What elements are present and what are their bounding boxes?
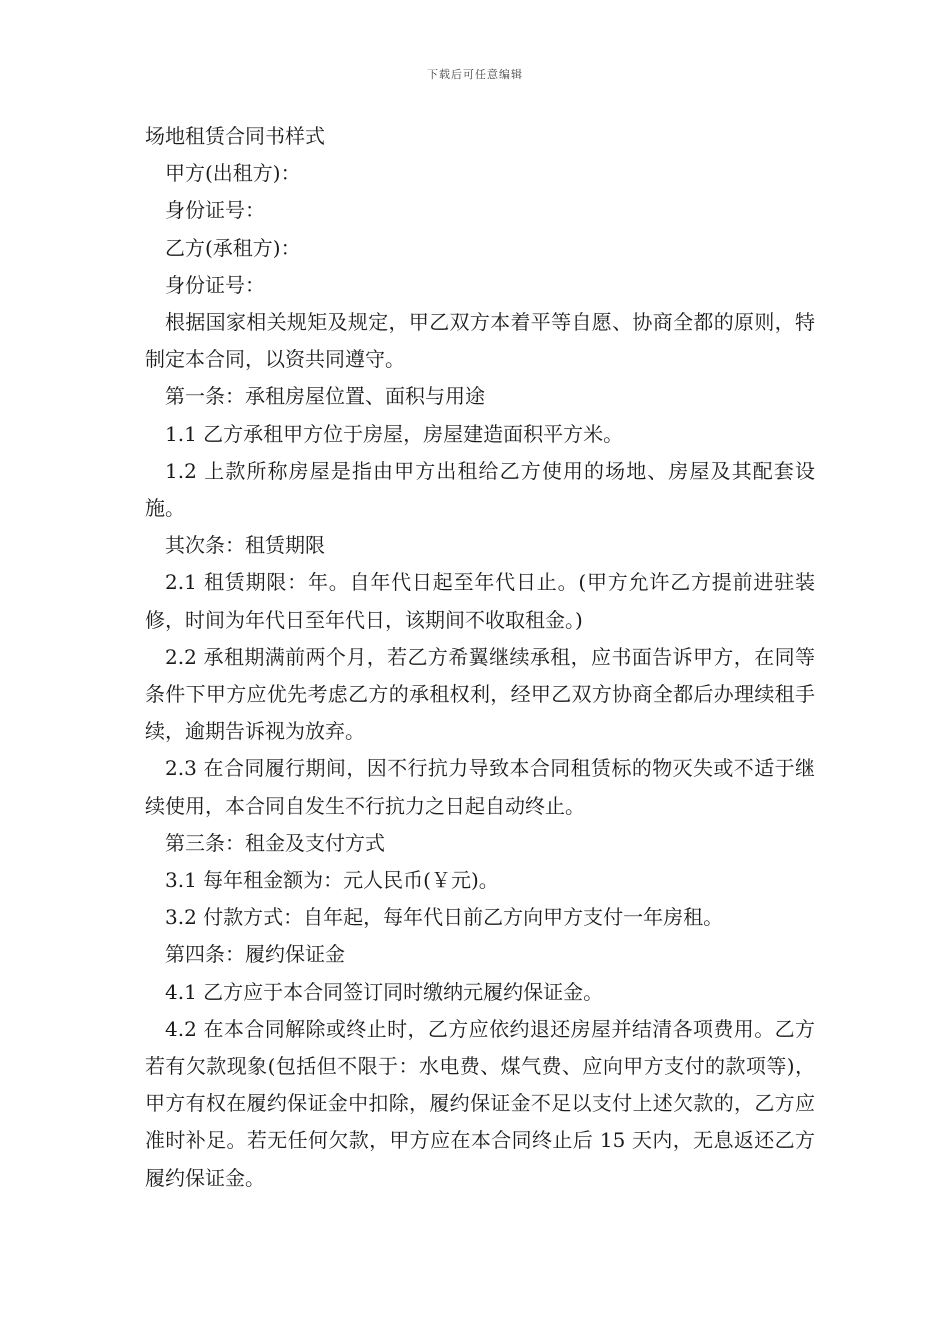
- preamble-paragraph: 根据国家相关规矩及规定，甲乙双方本着平等自愿、协商全都的原则，特制定本合同，以资共同遵守。: [145, 310, 815, 372]
- article-2-heading: 其次条：租赁期限: [165, 533, 325, 558]
- article-4-heading: 第四条：履约保证金: [165, 942, 345, 967]
- document-body: [145, 118, 815, 1197]
- party-a-id-line: 身份证号：: [165, 198, 265, 223]
- article-1-heading: 第一条：承租房屋位置、面积与用途: [165, 384, 485, 409]
- document-title: 场地租赁合同书样式: [145, 124, 325, 148]
- clause-3-2: 3.2 付款方式：自年起，每年代日前乙方向甲方支付一年房租。: [165, 905, 724, 930]
- clause-1-2: 1.2 上款所称房屋是指由甲方出租给乙方使用的场地、房屋及其配套设施。: [145, 458, 815, 521]
- clause-2-3: 2.3 在合同履行期间，因不行抗力导致本合同租赁标的物灭失或不适于继续使用，本合同自发生不行抗力之日起自动终止。: [145, 756, 815, 818]
- party-b-id-line: 身份证号：: [165, 272, 265, 297]
- header-note: 下载后可任意编辑: [427, 68, 523, 81]
- clause-4-1: 4.1 乙方应于本合同签订同时缴纳元履约保证金。: [165, 979, 604, 1004]
- clause-1-1: 1.1 乙方承租甲方位于房屋，房屋建造面积平方米。: [165, 421, 624, 446]
- party-b-line: 乙方(承租方)：: [165, 235, 301, 260]
- article-3-heading: 第三条：租金及支付方式: [165, 830, 385, 855]
- party-a-line: 甲方(出租方)：: [165, 161, 301, 186]
- clause-4-2: 4.2 在本合同解除或终止时，乙方应依约退还房屋并结清各项费用。乙方若有欠款现象(包括但不限于：水电费、煤气费、应向甲方支付的款项等)，甲方有权在履约保证金中扣除，履约保证金不足以支付上述欠款的，乙方应准时补足。若无任何欠款，甲方应在本合同终止后 15 天内，无息返还乙方履约保证金。: [145, 1016, 815, 1190]
- clause-2-2: 2.2 承租期满前两个月，若乙方希翼继续承租，应书面告诉甲方，在同等条件下甲方应优先考虑乙方的承租权利，经甲乙双方协商全都后办理续租手续，逾期告诉视为放弃。: [145, 644, 815, 744]
- clause-2-1: 2.1 租赁期限：年。自年代日起至年代日止。(甲方允许乙方提前进驻装修，时间为年代日至年代日，该期间不收取租金。): [145, 570, 815, 632]
- clause-3-1: 3.1 每年租金额为：元人民币(￥元)。: [165, 868, 499, 893]
